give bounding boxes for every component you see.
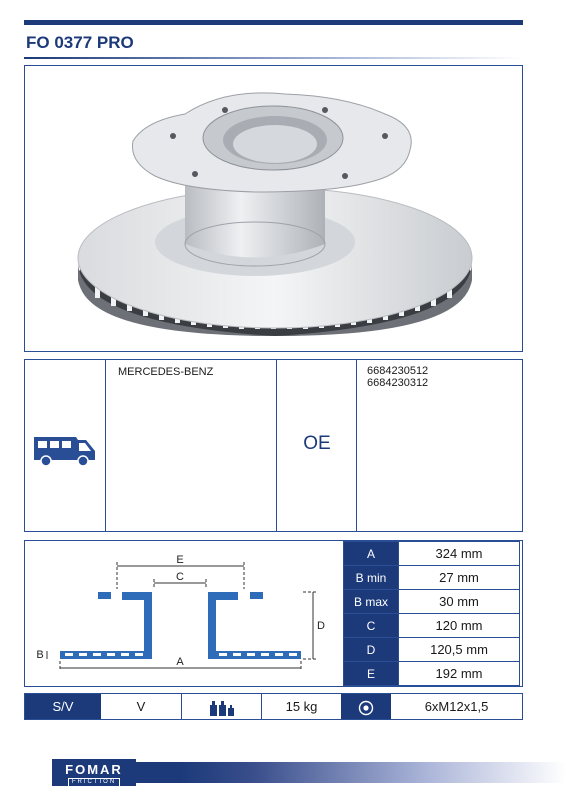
sv-value: V [136,699,146,714]
weights-icon [208,699,236,717]
table-row [344,662,520,686]
dim-key: B min [344,566,399,590]
table-row [344,566,520,590]
dim-value: 27 mm [399,566,520,590]
page-title: FO 0377 PRO [26,33,134,52]
dim-value: 324 mm [399,542,520,566]
oe-number: 6684230312 [367,377,429,389]
top-rule [24,20,523,25]
bolts-value: 6xM12x1,5 [424,699,489,714]
oe-number: 6684230512 [367,365,429,377]
dim-key: A [344,542,399,566]
dim-value: 192 mm [399,662,520,686]
weight-value: 15 kg [261,694,341,719]
application-table [24,359,523,532]
spec-row [24,693,523,720]
dim-label-e: E [176,554,184,566]
van-icon [32,431,98,467]
vehicle-make: MERCEDES-BENZ [118,366,214,378]
column-divider [105,360,106,531]
table-row [344,590,520,614]
brand-logo [52,759,136,786]
table-row [344,542,520,566]
dim-value: 120 mm [399,614,520,638]
brake-disc-image [25,66,522,351]
dim-label-a: A [176,656,184,668]
sv-label: S/V [25,694,101,719]
brand-sub: FRICTION [68,778,120,787]
table-row [344,614,520,638]
dim-label-b: B [36,649,44,661]
product-image-frame [24,65,523,352]
dim-key: E [344,662,399,686]
bolt-icon-cell [341,694,391,719]
title-underline [24,57,523,59]
dimensions-table [343,541,520,686]
bolt-circle-icon [358,700,374,716]
dim-label-d: D [317,620,325,632]
oe-label: OE [303,433,331,454]
dim-label-c: C [176,571,184,583]
oe-numbers [367,365,428,389]
weight-icon-cell [181,694,261,719]
dim-key: B max [344,590,399,614]
table-row [344,638,520,662]
dim-key: C [344,614,399,638]
cross-section-diagram [25,541,345,686]
dim-value: 120,5 mm [399,638,520,662]
dim-key: D [344,638,399,662]
brand-name: FOMAR [65,762,123,777]
dim-value: 30 mm [399,590,520,614]
